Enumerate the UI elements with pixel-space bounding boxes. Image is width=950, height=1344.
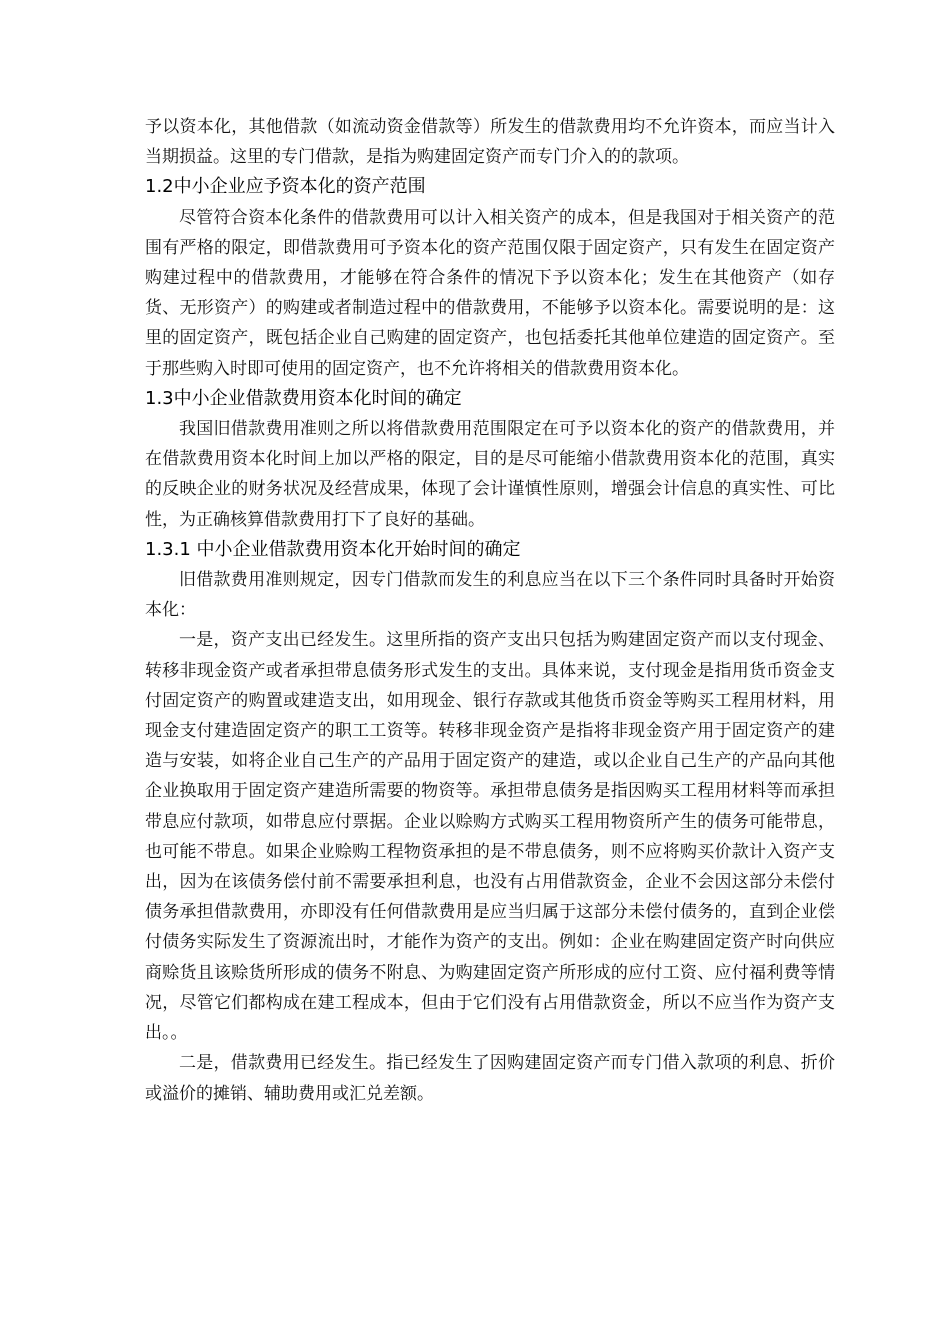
paragraph-asset-scope: 尽管符合资本化条件的借款费用可以计入相关资产的成本，但是我国对于相关资产的范围有严格的限定，即借款费用可予资本化的资产范围仅限于固定资产，只有发生在固定资产购建过程中的借款费用，才能够在符合条件的情况下予以资本化；发生在其他资产（如存货、无形资产）的购建或者制造过程中的借款费用，不能够予以资本化。需要说明的是：这里的固定资产，既包括企业自己购建的固定资产，也包括委托其他单位建造的固定资产。至于那些购入时即可使用的固定资产，也不允许将相关的借款费用资本化。	[145, 207, 835, 379]
paragraph-start-conditions: 旧借款费用准则规定，因专门借款而发生的利息应当在以下三个条件同时具备时开始资本化：	[145, 570, 835, 621]
section-heading-1-3: 1.3中小企业借款费用资本化时间的确定	[145, 387, 462, 409]
paragraph-capitalization-intro: 予以资本化，其他借款（如流动资金借款等）所发生的借款费用均不允许资本，而应当计入当期损益。这里的专门借款，是指为购建固定资产而专门介入的的款项。	[145, 117, 835, 168]
section-heading-1-3-1: 1.3.1 中小企业借款费用资本化开始时间的确定	[145, 538, 521, 560]
paragraph-condition-two: 二是，借款费用已经发生。指已经发生了因购建固定资产而专门借入款项的利息、折价或溢价的摊销、辅助费用或汇兑差额。	[145, 1053, 835, 1104]
paragraph-condition-one: 一是，资产支出已经发生。这里所指的资产支出只包括为购建固定资产而以支付现金、转移非现金资产或者承担带息债务形式发生的支出。具体来说，支付现金是指用货币资金支付固定资产的购置或建造支出，如用现金、银行存款或其他货币资金等购买工程用材料，用现金支付建造固定资产的职工工资等。转移非现金资产是指将非现金资产用于固定资产的建造与安装，如将企业自己生产的产品用于固定资产的建造，或以企业自己生产的产品向其他企业换取用于固定资产建造所需要的物资等。承担带息债务是指因购买工程用材料等而承担带息应付款项，如带息应付票据。企业以赊购方式购买工程用物资所产生的债务可能带息，也可能不带息。如果企业赊购工程物资承担的是不带息债务，则不应将购买价款计入资产支出，因为在该债务偿付前不需要承担利息，也没有占用借款资金，企业不会因这部分未偿付债务承担借款费用，亦即没有任何借款费用是应当归属于这部分未偿付债务的，直到企业偿付债务实际发生了资源流出时，才能作为资产的支出。例如：企业在购建固定资产时向供应商赊货且该赊货所形成的债务不附息、为购建固定资产所形成的应付工资、应付福利费等情况，尽管它们都构成在建工程成本，但由于它们没有占用借款资金，所以不应当作为资产支出。。	[145, 630, 835, 1044]
document-body	[145, 112, 835, 1109]
section-heading-1-2: 1.2中小企业应予资本化的资产范围	[145, 176, 426, 198]
paragraph-capitalization-period: 我国旧借款费用准则之所以将借款费用范围限定在可予以资本化的资产的借款费用，并在借款费用资本化时间上加以严格的限定，目的是尽可能缩小借款费用资本化的范围，真实的反映企业的财务状况及经营成果，体现了会计谨慎性原则，增强会计信息的真实性、可比性，为正确核算借款费用打下了良好的基础。	[145, 419, 835, 530]
